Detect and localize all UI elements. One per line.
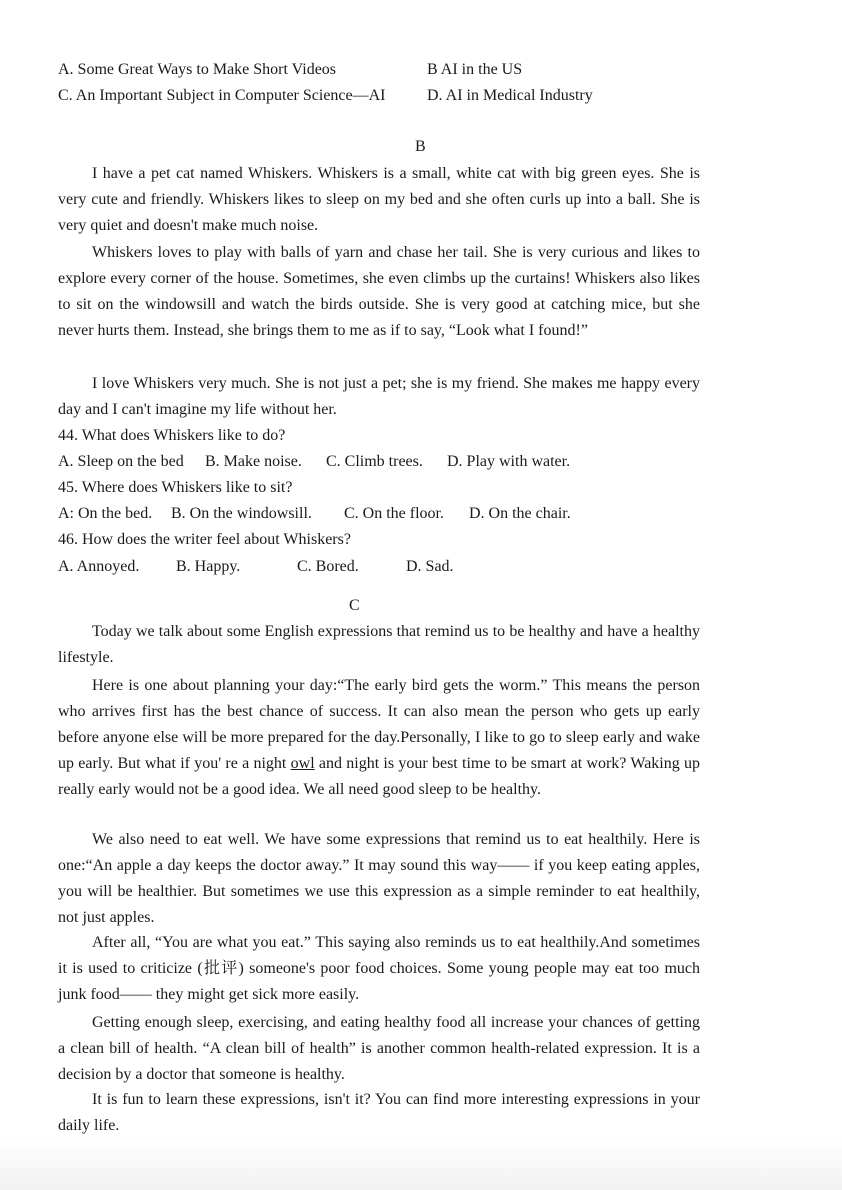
question-44: 44. What does Whiskers like to do? <box>58 427 286 444</box>
question-46-option-d: D. Sad. <box>406 558 454 575</box>
prev-option-d: D. AI in Medical Industry <box>427 87 593 104</box>
section-c-paragraph-4: After all, “You are what you eat.” This saying also reminds us to eat healthily.And sometimes it is used to criticize (批评) someone's poor food choices. Some young people may eat too much junk food—— they might get sick more easily. <box>58 934 700 1003</box>
question-46-option-c: C. Bored. <box>297 558 359 575</box>
section-c-paragraph-6: It is fun to learn these expressions, isn't it? You can find more interesting expressions in your daily life. <box>58 1091 700 1134</box>
section-c-heading: C <box>349 597 360 614</box>
question-45-option-a: A: On the bed. <box>58 505 153 522</box>
prev-option-a: A. Some Great Ways to Make Short Videos <box>58 61 337 78</box>
question-45: 45. Where does Whiskers like to sit? <box>58 479 293 496</box>
section-b-heading: B <box>415 138 426 155</box>
question-46-option-b: B. Happy. <box>176 558 241 575</box>
question-44-option-d: D. Play with water. <box>447 453 571 470</box>
question-45-option-b: B. On the windowsill. <box>171 505 312 522</box>
question-45-option-c: C. On the floor. <box>344 505 444 522</box>
question-44-option-c: C. Climb trees. <box>326 453 423 470</box>
section-b-paragraph-3: I love Whiskers very much. She is not just a pet; she is my friend. She makes me happy every day and I can't imagine my life without her. <box>58 375 700 418</box>
section-c-paragraph-2-end: and night is your best time to be smart at work? Waking up really early would not be a good idea. We all need good sleep to be healthy. <box>58 754 701 798</box>
underlined-word-owl: owl <box>290 754 315 772</box>
prev-option-b: B AI in the US <box>427 61 523 78</box>
section-c-paragraph-3: We also need to eat well. We have some expressions that remind us to eat healthily. Here is one:“An apple a day keeps the doctor away.” It may sound this way—— if you keep eating apples, you will be healthier. But sometimes we use this expression as a simple reminder to eat healthily, not just apples. <box>58 831 700 926</box>
question-45-option-d: D. On the chair. <box>469 505 571 522</box>
question-46: 46. How does the writer feel about Whiskers? <box>58 531 351 548</box>
section-c-paragraph-5: Getting enough sleep, exercising, and eating healthy food all increase your chances of getting a clean bill of health. “A clean bill of health” is another common health-related expression. It is a decision by a doctor that someone is healthy. <box>58 1014 700 1083</box>
question-44-option-b: B. Make noise. <box>205 453 302 470</box>
section-c-paragraph-2-start: Here is one about planning your day:“The early bird gets the worm.” This means the person who arrives first has the best chance of success. It can also mean the person who gets up early before anyone else will be more prepared for the day.Personally, I like to go to sleep early and wake up early. But what if you' re a night <box>58 677 700 772</box>
question-46-option-a: A. Annoyed. <box>58 558 140 575</box>
prev-option-c: C. An Important Subject in Computer Science—AI <box>58 87 386 104</box>
section-b-paragraph-1: I have a pet cat named Whiskers. Whiskers is a small, white cat with big green eyes. She is very cute and friendly. Whiskers likes to sleep on my bed and she often curls up into a ball. She is very quiet and doesn't make much noise. <box>58 165 700 234</box>
section-c-paragraph-1: Today we talk about some English expressions that remind us to be healthy and have a healthy lifestyle. <box>58 623 700 666</box>
section-b-paragraph-2: Whiskers loves to play with balls of yarn and chase her tail. She is very curious and likes to explore every corner of the house. Sometimes, she even climbs up the curtains! Whiskers also likes to sit on the windowsill and watch the birds outside. She is very good at catching mice, but she never hurts them. Instead, she brings them to me as if to say, “Look what I found!” <box>58 244 700 339</box>
section-c-paragraph-2 <box>58 673 700 803</box>
question-44-option-a: A. Sleep on the bed <box>58 453 184 470</box>
